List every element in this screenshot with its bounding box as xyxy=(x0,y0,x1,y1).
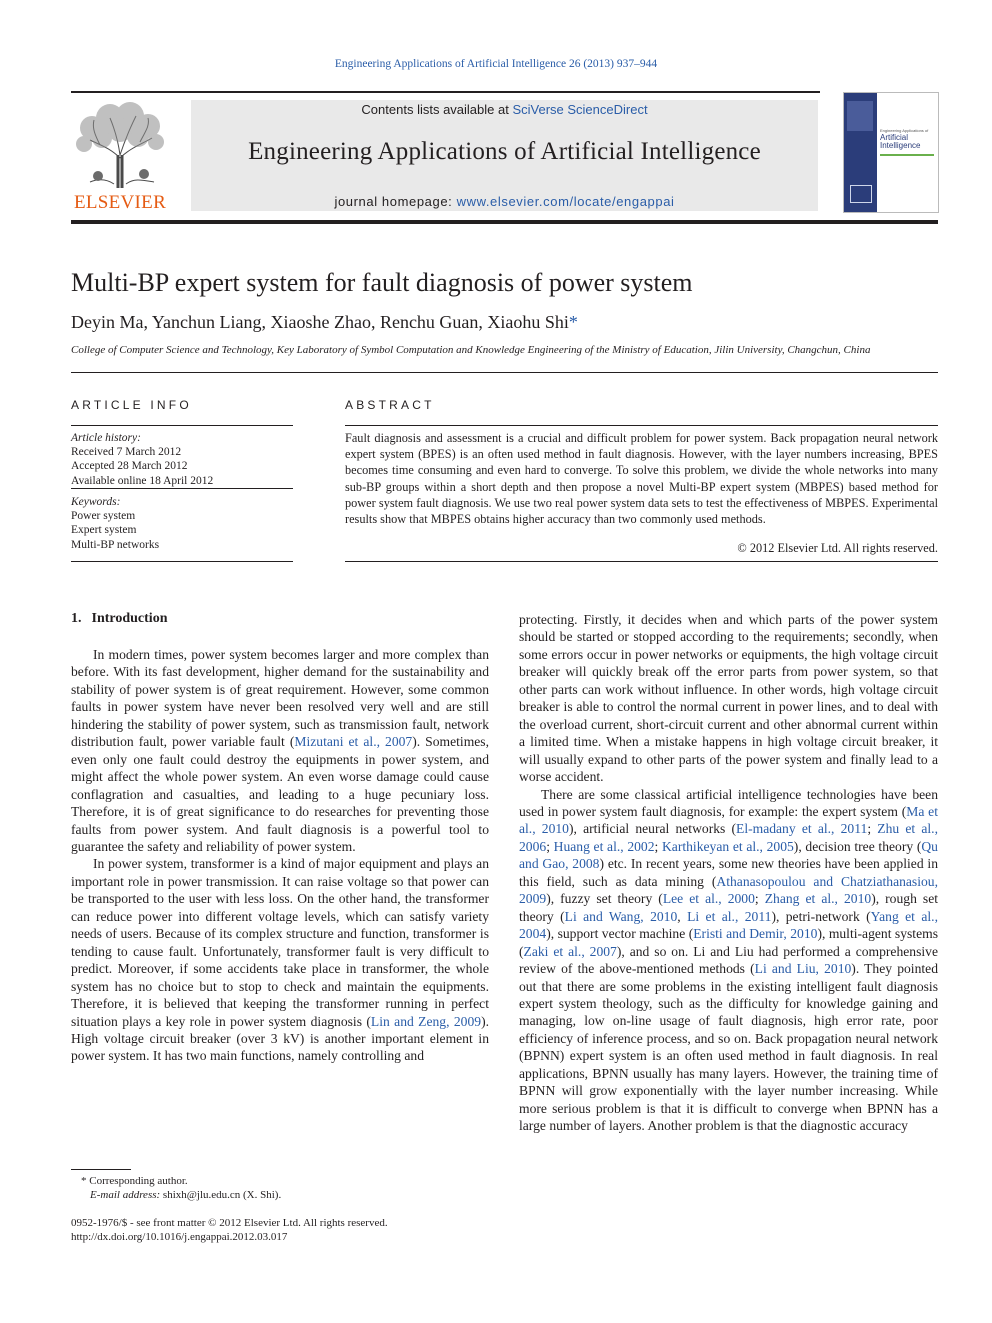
accepted-date: Accepted 28 March 2012 xyxy=(71,460,188,473)
paragraph-text: ), and so on. Li and Liu had performed a comprehensive review of the above-mentioned methods ( xyxy=(519,943,938,977)
journal-homepage-line xyxy=(191,194,818,209)
keywords xyxy=(71,495,293,552)
section-title: Introduction xyxy=(91,611,168,626)
cover-title-line-1: Artificial xyxy=(880,133,909,142)
citation-link[interactable]: Zaki et al., 2007 xyxy=(523,943,617,959)
corresponding-author-note xyxy=(71,1174,281,1188)
divider xyxy=(71,561,293,562)
article-title: Multi-BP expert system for fault diagnosis of power system xyxy=(71,268,693,297)
citation-link[interactable]: Athanasopoulou and Chatziathanasiou, 2009 xyxy=(519,873,938,907)
affiliation: College of Computer Science and Technology, Key Laboratory of Symbol Computation and Knowledge Engineering of the Ministry of Education, Jilin University, Changchun, China xyxy=(71,344,871,356)
cover-title-line-2: Intelligence xyxy=(880,141,921,150)
footnote-text: Corresponding author. xyxy=(86,1175,188,1187)
paragraph-text: ), multi-agent systems ( xyxy=(519,926,938,959)
paragraph-text: ), decision tree theory ( xyxy=(793,838,922,854)
corresponding-author-mark[interactable]: * xyxy=(568,312,578,332)
received-date: Received 7 March 2012 xyxy=(71,446,182,459)
footnote-star: * xyxy=(81,1175,87,1187)
cover-logo-mark xyxy=(850,185,872,203)
separator: , xyxy=(677,908,688,924)
keywords-label: Keywords: xyxy=(71,496,121,508)
paragraph-text: ), petri-network ( xyxy=(771,908,871,924)
citation-link[interactable]: Huang et al., 2002 xyxy=(553,838,655,854)
contents-prefix: Contents lists available at xyxy=(361,102,513,117)
author-list xyxy=(71,312,578,333)
divider xyxy=(71,488,293,489)
abstract-text: Fault diagnosis and assessment is a crucial and difficult problem for power system. Back propagation neural network expert system (BPES) is an often used method in fault diagnosis. However, with the layer numbers increasing, BPES becomes time consuming and even hard to converge. To solve this problem, we divide the whole networks into many sub-BP groups within a short depth and then propose a novel Multi-BP expert system (MBPES) based method for power system fault diagnosis. We use two real power system data sets to test the effectiveness of MBPES. Experimental results show that MBPES obtains higher accuracy than two commonly used methods. xyxy=(345,431,938,527)
citation-link[interactable]: Zhu et al., 2006 xyxy=(519,821,938,854)
paragraph-text: In power system, transformer is a kind of major equipment and plays an important role in power transmission. It can raise voltage so that power can be transported to the user with less loss. On the other hand, the transformer can reduce power into different voltage levels, which can satisfy variety needs of users. Because of its complex structure and function, transformer is tending to cause fault. Unfortunately, transformer fault is very difficult to predict. Moreover, if some accidents take place in transformer, the whole system has no choice but to stop to check and maintain the equipments. Therefore, it is believed that keeping the transformer running in perfect situation plays a key role in power system diagnosis ( xyxy=(71,856,489,1029)
separator: ; xyxy=(546,838,554,854)
authors-text: Deyin Ma, Yanchun Liang, Xiaoshe Zhao, Renchu Guan, Xiaohu Shi xyxy=(71,312,569,332)
separator: ; xyxy=(654,838,662,854)
citation-link[interactable]: Yang et al., 2004 xyxy=(519,908,938,942)
cover-green-bar xyxy=(880,154,934,156)
citation-link[interactable]: Li et al., 2011 xyxy=(687,908,772,924)
divider xyxy=(71,372,938,373)
keyword: Expert system xyxy=(71,524,137,537)
paragraph-text: ). High voltage circuit breaker (over 3 kV) is another important element in power system. It has two main functions, namely controlling and xyxy=(71,1013,489,1064)
citation-link[interactable]: Mizutani et al., 2007 xyxy=(294,734,413,750)
issn-line: 0952-1976/$ - see front matter © 2012 Elsevier Ltd. All rights reserved. xyxy=(71,1217,388,1229)
paragraph-text: There are some classical artificial intelligence technologies have been used in power system fault diagnosis, for example: the expert system ( xyxy=(519,786,938,819)
paragraph: protecting. Firstly, it decides when and which parts of the power system should be started or stopped according to the requirements; secondly, when some errors occur in power networks or equipments, the high voltage circuit breaker will quickly break off the error parts from power system, so that other parts can work without influence. In other words, high voltage circuit breaker is able to control the normal current in power lines, and to deal with the overload current, short-circuit current and other abnormal current within a limited time. When a mistake happens in high voltage circuit breaker, it will usually expand to other parts of the power system and finally lead to a worse accident. xyxy=(519,612,938,785)
email-note xyxy=(71,1188,281,1202)
email-label: E-mail address: xyxy=(90,1189,161,1201)
paragraph-text: ). Sometimes, even only one fault could destroy the equipments in power system, and might affect the whole power system. An even worse damage could cause conflagration and casualties, and leading to a huge pecuniary loss. Therefore, it is of great significance to do researches for preventing those faults from power system. And fault diagnosis is a powerful tool to guarantee the safety and reliability of power system. xyxy=(71,734,490,854)
email-address[interactable]: shixh@jlu.edu.cn (X. Shi). xyxy=(160,1189,282,1201)
footnote-rule xyxy=(71,1169,131,1170)
divider xyxy=(345,561,938,562)
divider xyxy=(71,425,293,426)
citation-link[interactable]: Karthikeyan et al., 2005 xyxy=(661,838,794,854)
citation-link[interactable]: Eristi and Demir, 2010 xyxy=(693,926,818,942)
front-matter xyxy=(71,1216,388,1244)
cover-title-small: Engineering Applications of xyxy=(880,128,929,133)
keyword: Power system xyxy=(71,510,136,523)
article-info-heading: ARTICLE INFO xyxy=(71,398,192,412)
separator: ; xyxy=(867,821,878,837)
divider xyxy=(345,425,938,426)
paragraph xyxy=(71,855,489,1064)
citation-link[interactable]: El-madany et al., 2011 xyxy=(736,821,868,837)
section-number: 1. xyxy=(71,611,82,626)
journal-reference[interactable]: Engineering Applications of Artificial Intelligence 26 (2013) 937–944 xyxy=(334,58,658,70)
online-date: Available online 18 April 2012 xyxy=(71,474,214,487)
paragraph-text: ), rough set theory ( xyxy=(519,891,939,924)
paragraph xyxy=(519,786,938,1135)
citation-link[interactable]: Lin and Zeng, 2009 xyxy=(370,1013,482,1029)
citation-link[interactable]: Lee et al., 2000 xyxy=(662,891,755,907)
footnote xyxy=(71,1174,281,1202)
citation-link[interactable]: Ma et al., 2010 xyxy=(519,803,938,837)
paragraph-text: In modern times, power system becomes larger and more complex than before. With its fast development, higher demand for the sustainability and stability of power system is of great requirement. However, some common faults in power system have never been resolved very well and are still hindering the stability of power system, such as transmission fault, network distribution fault, power variable fault ( xyxy=(71,647,489,750)
paragraph-text: ) etc. In recent years, some new theories have been applied in this field, such as data mining ( xyxy=(519,856,938,889)
cover-emblem xyxy=(847,101,873,131)
sciencedirect-link[interactable]: SciVerse ScienceDirect xyxy=(512,102,648,117)
article-history xyxy=(71,431,293,488)
paragraph-text: ). They pointed out that there are some problems in the existing intelligent fault diagnosis expert system theology, such as the difficulty for knowledge gaining and managing, low on-line usage of fault diagnosis, high error rate, poor efficiency of inference process, and so on. Back propagation neural network (BPNN) expert system is an often used method in fault diagnosis. In real applications, BPNN usually has many layers. However, the training time of BPNN will grow exponentially with the layer number increasing. While more serious problem is that it is difficult to converge when BPNN has a large number of layers. Another problem is that the diagnostic accuracy xyxy=(519,961,938,1134)
body-left-column xyxy=(71,646,489,1065)
paragraph-text: ), artificial neural networks ( xyxy=(568,821,737,837)
history-label: Article history: xyxy=(71,432,141,444)
body-right-column xyxy=(519,611,938,1135)
section-heading-introduction xyxy=(71,611,167,627)
header-bottom-rule xyxy=(71,220,938,224)
citation-link[interactable]: Li and Wang, 2010 xyxy=(564,908,678,924)
separator: ; xyxy=(754,891,765,907)
abstract-copyright: © 2012 Elsevier Ltd. All rights reserved. xyxy=(737,541,938,555)
journal-cover-thumbnail[interactable] xyxy=(843,92,939,213)
homepage-prefix: journal homepage: xyxy=(334,194,457,209)
keyword: Multi-BP networks xyxy=(71,538,160,551)
citation-link[interactable]: Zhang et al., 2010 xyxy=(764,891,872,907)
citation-link[interactable]: Qu and Gao, 2008 xyxy=(519,838,938,872)
journal-title: Engineering Applications of Artificial Intelligence xyxy=(248,138,761,165)
contents-line xyxy=(191,102,818,117)
elsevier-wordmark: ELSEVIER xyxy=(73,192,167,213)
paragraph-text: ), fuzzy set theory ( xyxy=(546,891,663,907)
journal-homepage-link[interactable]: www.elsevier.com/locate/engappai xyxy=(456,194,675,209)
cover-title-big xyxy=(880,134,936,150)
citation-link[interactable]: Li and Liu, 2010 xyxy=(754,961,852,977)
abstract-heading: ABSTRACT xyxy=(345,398,435,412)
paragraph xyxy=(71,646,489,855)
paragraph-text: ), support vector machine ( xyxy=(546,926,694,942)
header-top-rule xyxy=(71,91,820,93)
doi-link[interactable]: http://dx.doi.org/10.1016/j.engappai.2012.03.017 xyxy=(71,1231,288,1243)
